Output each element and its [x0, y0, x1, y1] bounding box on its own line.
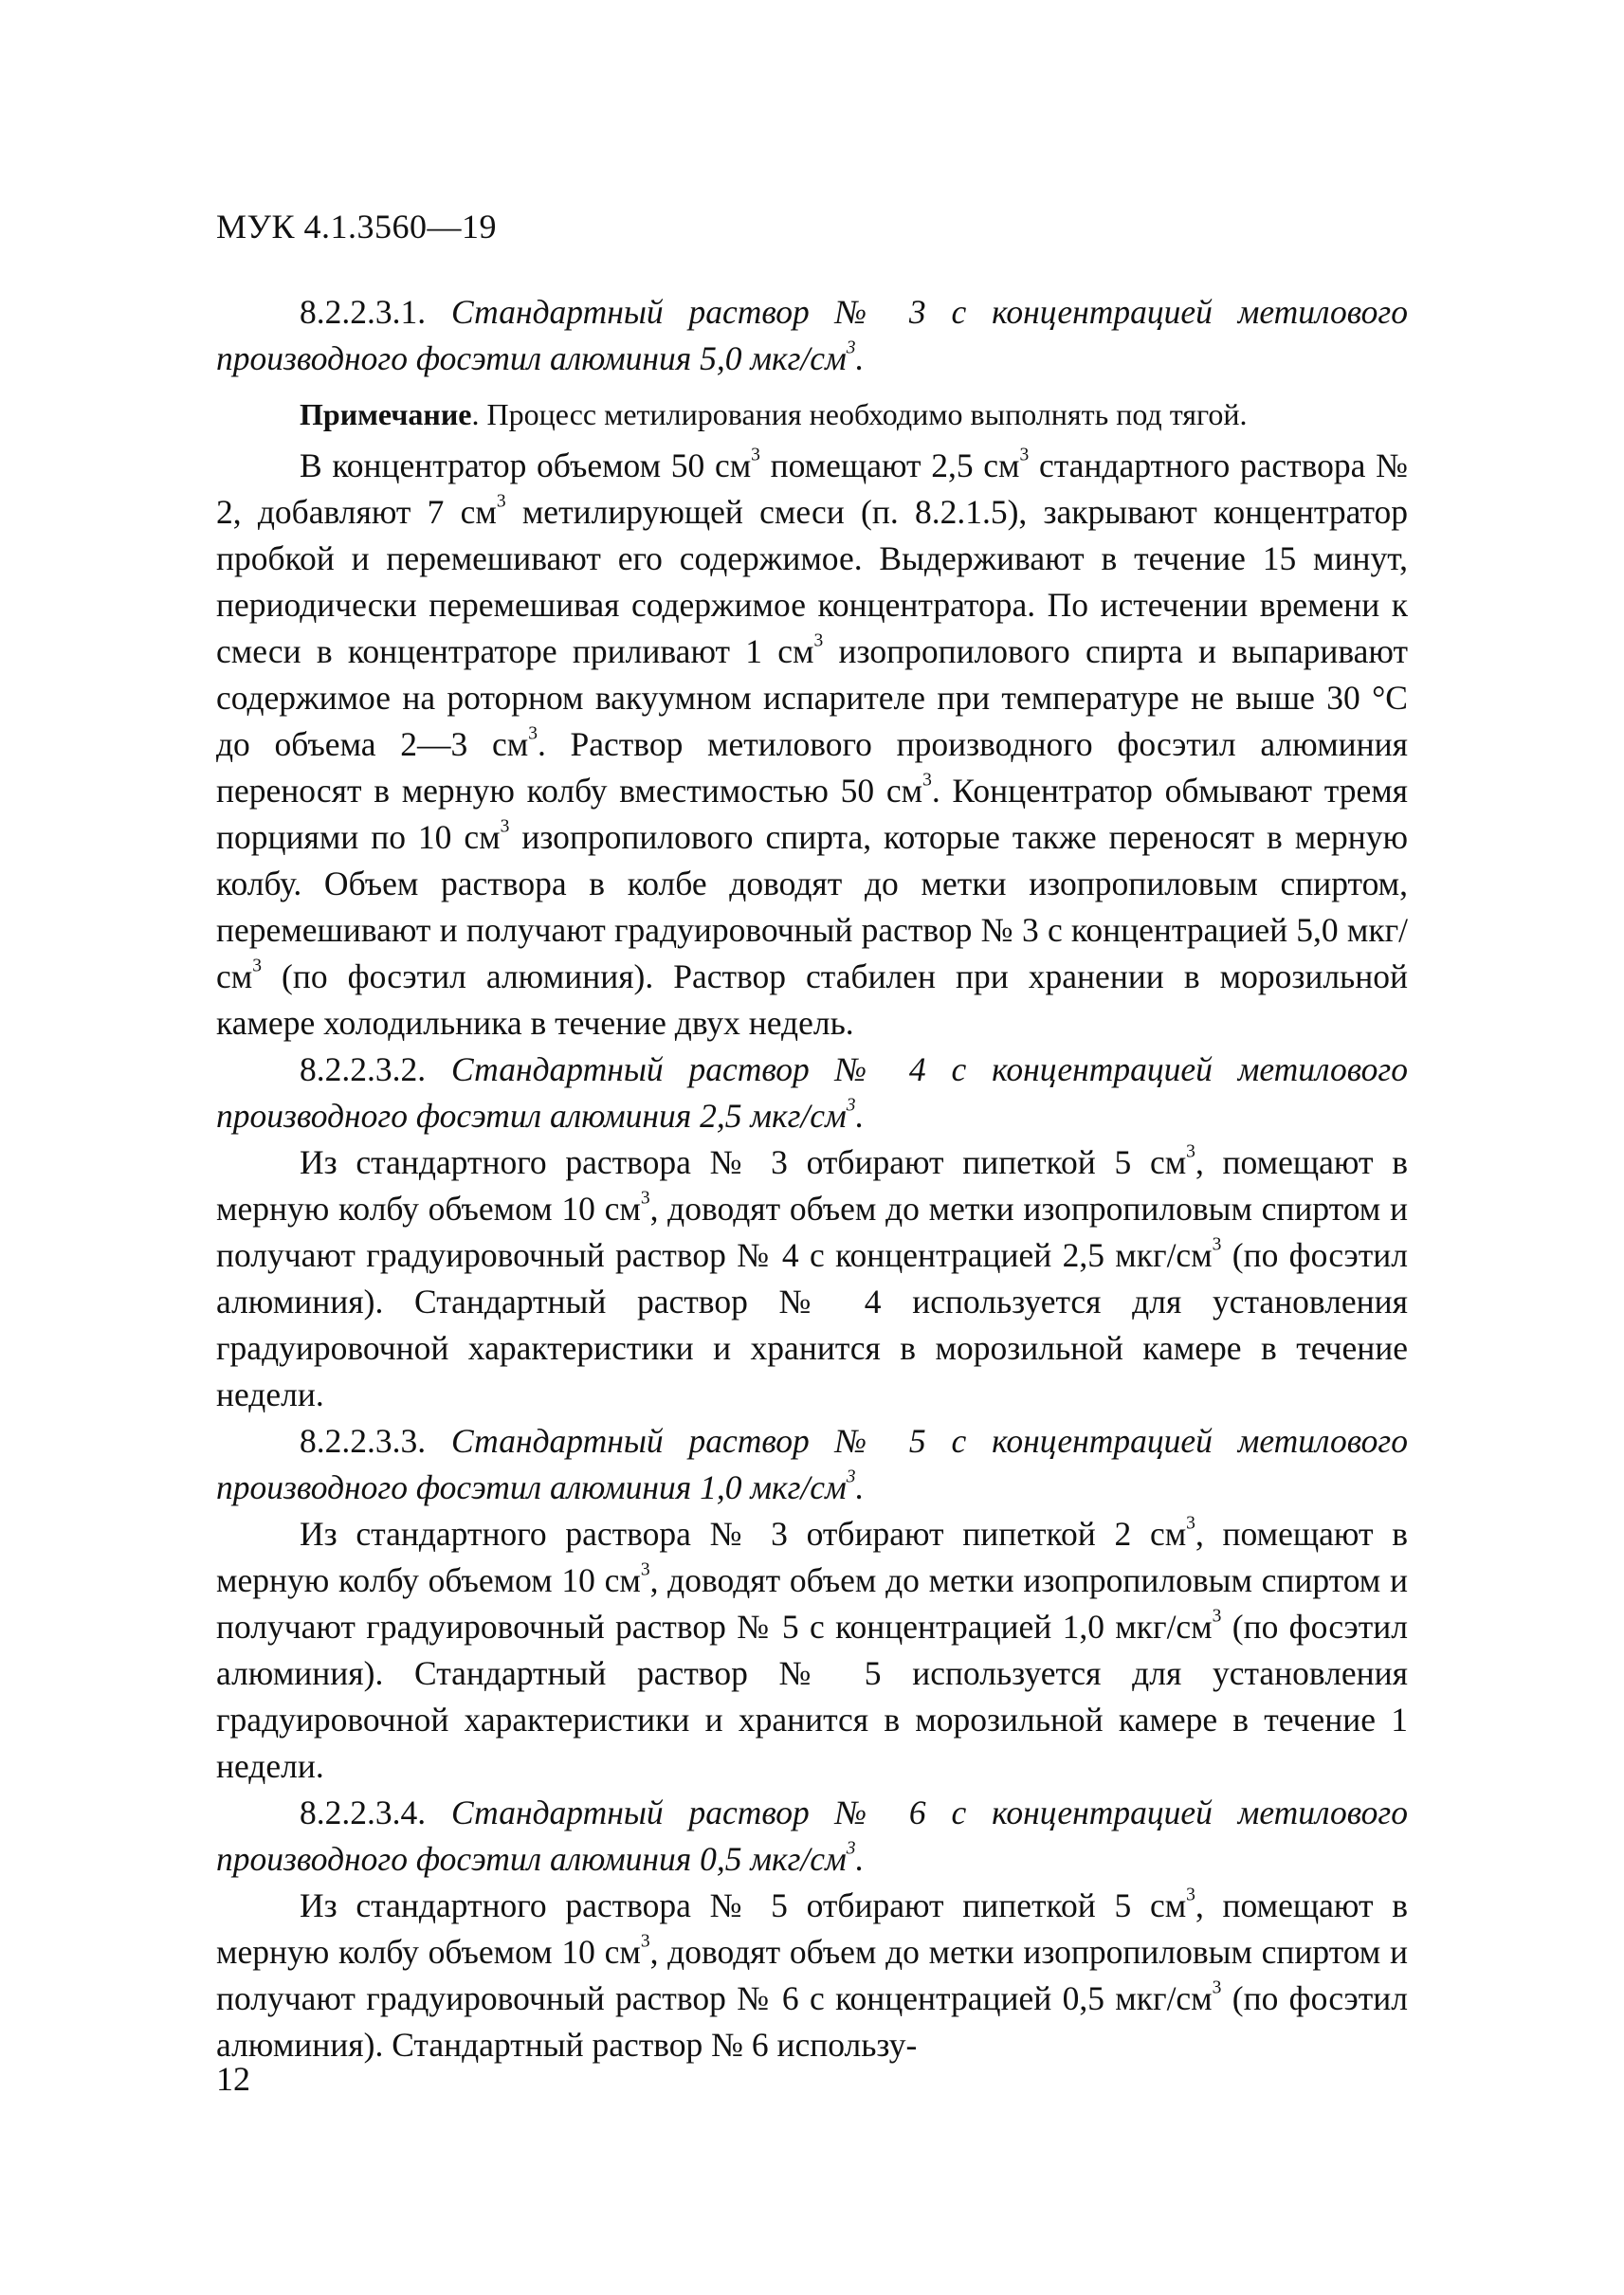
section-title: Стандартный раствор № 5 с концентрацией метилового производного фосэтил алюминия 1,0 мкг/$см^3$. [216, 1422, 1408, 1506]
section-number: 8.2.2.3.1. [300, 293, 427, 331]
section-number: 8.2.2.3.4. [300, 1794, 427, 1831]
body-paragraph: В концентратор объемом 50 $см^3$ помещают 2,5 $см^3$ стандартного раствора № 2, добавляют 7 $см^3$ метилирующей смеси (п. 8.2.1.5), закрывают концентратор пробкой и перемешивают его содержимое. Выдерживают в течение 15 минут, периодически перемешивая содержимое концентратора. По истечении времени к смеси в концентраторе приливают 1 $см^3$ изопропилового спирта и выпаривают содержимое на роторном вакуумном испарителе при температуре не выше 30 °С до объема 2—3 $см^3$. Раствор метилового производного фосэтил алюминия переносят в мерную колбу вместимостью 50 $см^3$. Концентратор обмывают тремя порциями по 10 $см^3$ изопропилового спирта, которые также переносят в мерную колбу. Объем раствора в колбе доводят до метки изопропиловым спиртом, перемешивают и получают градуировочный раствор № 3 с концентрацией 5,0 мкг/$см^3$ (по фосэтил алюминия). Раствор стабилен при хранении в морозильной камере холодильника в течение двух недель. [216, 445, 1409, 1042]
note-label: Примечание [300, 397, 472, 431]
note-paragraph [216, 393, 1408, 435]
section-title: Стандартный раствор № 6 с концентрацией метилового производного фосэтил алюминия 0,5 мкг/$см^3$. [216, 1794, 1408, 1878]
body-paragraph: Из стандартного раствора № 5 отбирают пипеткой 5 $см^3$, помещают в мерную колбу объемом 10 $см^3$, доводят объем до метки изопропиловым спиртом и получают градуировочный раствор № 6 с концентрацией 0,5 мкг/$см^3$ (по фосэтил алюминия). Стандартный раствор № 6 использу- [216, 1885, 1408, 2064]
section-number: 8.2.2.3.3. [300, 1422, 427, 1460]
note-text: . Процесс метилирования необходимо выполнять под тягой. [471, 397, 1248, 431]
section-heading [216, 289, 1408, 382]
page-number: 12 [216, 2060, 250, 2098]
section-title: Стандартный раствор № 3 с концентрацией метилового производного фосэтил алюминия 5,0 мкг/$см^3$. [216, 293, 1408, 377]
section-title: Стандартный раствор № 4 с концентрацией метилового производного фосэтил алюминия 2,5 мкг/$см^3$. [216, 1050, 1408, 1135]
body-paragraph: Из стандартного раствора № 3 отбирают пипеткой 5 $см^3$, помещают в мерную колбу объемом 10 $см^3$, доводят объем до метки изопропиловым спиртом и получают градуировочный раствор № 4 с концентрацией 2,5 мкг/$см^3$ (по фосэтил алюминия). Стандартный раствор № 4 используется для установления градуировочной характеристики и хранится в морозильной камере в течение недели. [216, 1141, 1408, 1413]
section-heading [216, 1418, 1408, 1511]
section-heading [216, 1790, 1408, 1883]
section-number: 8.2.2.3.2. [300, 1050, 427, 1088]
document-body [216, 289, 1408, 2068]
document-code-header: МУК 4.1.3560—19 [216, 208, 498, 246]
body-paragraph: Из стандартного раствора № 3 отбирают пипеткой 2 $см^3$, помещают в мерную колбу объемом 10 $см^3$, доводят объем до метки изопропиловым спиртом и получают градуировочный раствор № 5 с концентрацией 1,0 мкг/$см^3$ (по фосэтил алюминия). Стандартный раствор № 5 используется для установления градуировочной характеристики и хранится в морозильной камере в течение 1 недели. [216, 1513, 1408, 1785]
section-heading [216, 1047, 1408, 1139]
